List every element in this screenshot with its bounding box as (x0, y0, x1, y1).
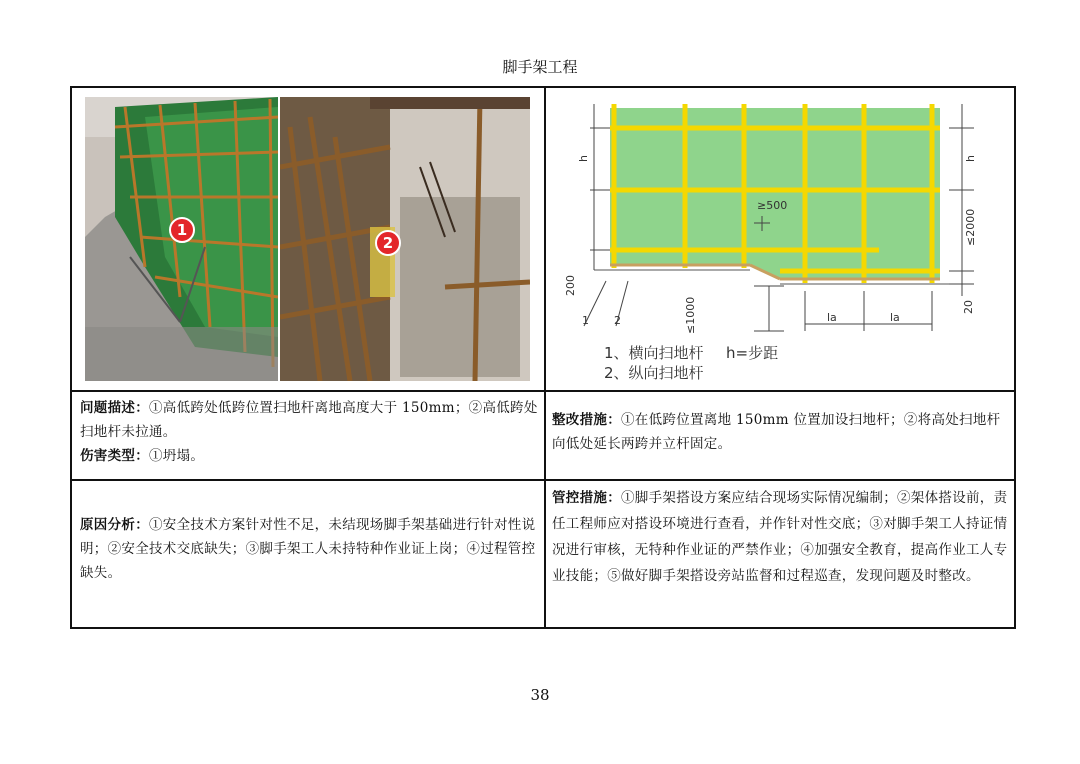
cause-cell (80, 483, 540, 626)
content-table (70, 86, 1016, 629)
photo-marker-2 (375, 230, 401, 256)
dim-h-right: h (964, 155, 977, 162)
problem-description (80, 396, 540, 444)
rectify-label: 整改措施： (552, 412, 621, 428)
photo-marker-2-label: 2 (382, 234, 394, 252)
dim-la-1: la (827, 311, 837, 324)
photo-marker-1 (169, 217, 195, 243)
table-divider-row2 (72, 479, 1014, 481)
label-2: 2 (614, 314, 621, 327)
dim-h-left: h (577, 155, 590, 162)
scaffold-diagram (554, 96, 1004, 384)
dim-la-2: la (890, 311, 900, 324)
legend-line-2: 2、纵向扫地杆 (604, 364, 704, 382)
scaffold-diagram-svg (554, 96, 1004, 384)
table-divider-vertical (544, 88, 546, 627)
cause-label: 原因分析： (80, 517, 149, 533)
dim-ge500: ≥500 (757, 199, 788, 212)
harm-type (80, 444, 540, 468)
legend-line-1: 1、横向扫地杆 (604, 344, 704, 362)
table-divider-row1 (72, 390, 1014, 392)
dim-le2000: ≤2000 (964, 208, 977, 246)
dim-le1000: ≤1000 (684, 296, 697, 334)
cause-text: ①安全技术方案针对性不足，未结现场脚手架基础进行针对性说明；②安全技术交底缺失；③脚手架工人未持特种作业证上岗；④过程管控缺失。 (80, 517, 536, 581)
page-number: 38 (530, 686, 550, 704)
dim-20: 20 (962, 300, 975, 314)
control-label: 管控措施： (552, 490, 621, 506)
photo-marker-1-label: 1 (176, 221, 188, 239)
harm-label: 伤害类型： (80, 448, 149, 464)
problem-text: ①高低跨处低跨位置扫地杆离地高度大于 150mm；②高低跨处扫地杆未拉通。 (80, 400, 538, 440)
site-photo-2 (280, 97, 530, 381)
rectify-text: ①在低跨位置离地 150mm 位置加设扫地杆；②将高处扫地杆向低处延长两跨并立杆固定。 (552, 412, 1001, 452)
control-cell (552, 483, 1010, 626)
control-text: ①脚手架搭设方案应结合现场实际情况编制；②架体搭设前，责任工程师应对搭设环境进行查看，并作针对性交底；③对脚手架工人持证情况进行审核，无特种作业证的严禁作业；④加强安全教育，提高作业工人专业技能；⑤做好脚手架搭设旁站监督和过程巡查，发现问题及时整改。 (552, 490, 1008, 584)
problem-cell (80, 394, 540, 478)
legend-step: h=步距 (726, 344, 779, 362)
problem-label: 问题描述： (80, 400, 149, 416)
label-1: 1 (582, 314, 589, 327)
dim-200: 200 (564, 275, 577, 296)
site-photo-1 (85, 97, 278, 381)
rectify-cell (552, 394, 1010, 478)
page-header: 脚手架工程 (502, 58, 578, 76)
site-photo-2-image (280, 97, 530, 381)
harm-text: ①坍塌。 (149, 448, 205, 464)
